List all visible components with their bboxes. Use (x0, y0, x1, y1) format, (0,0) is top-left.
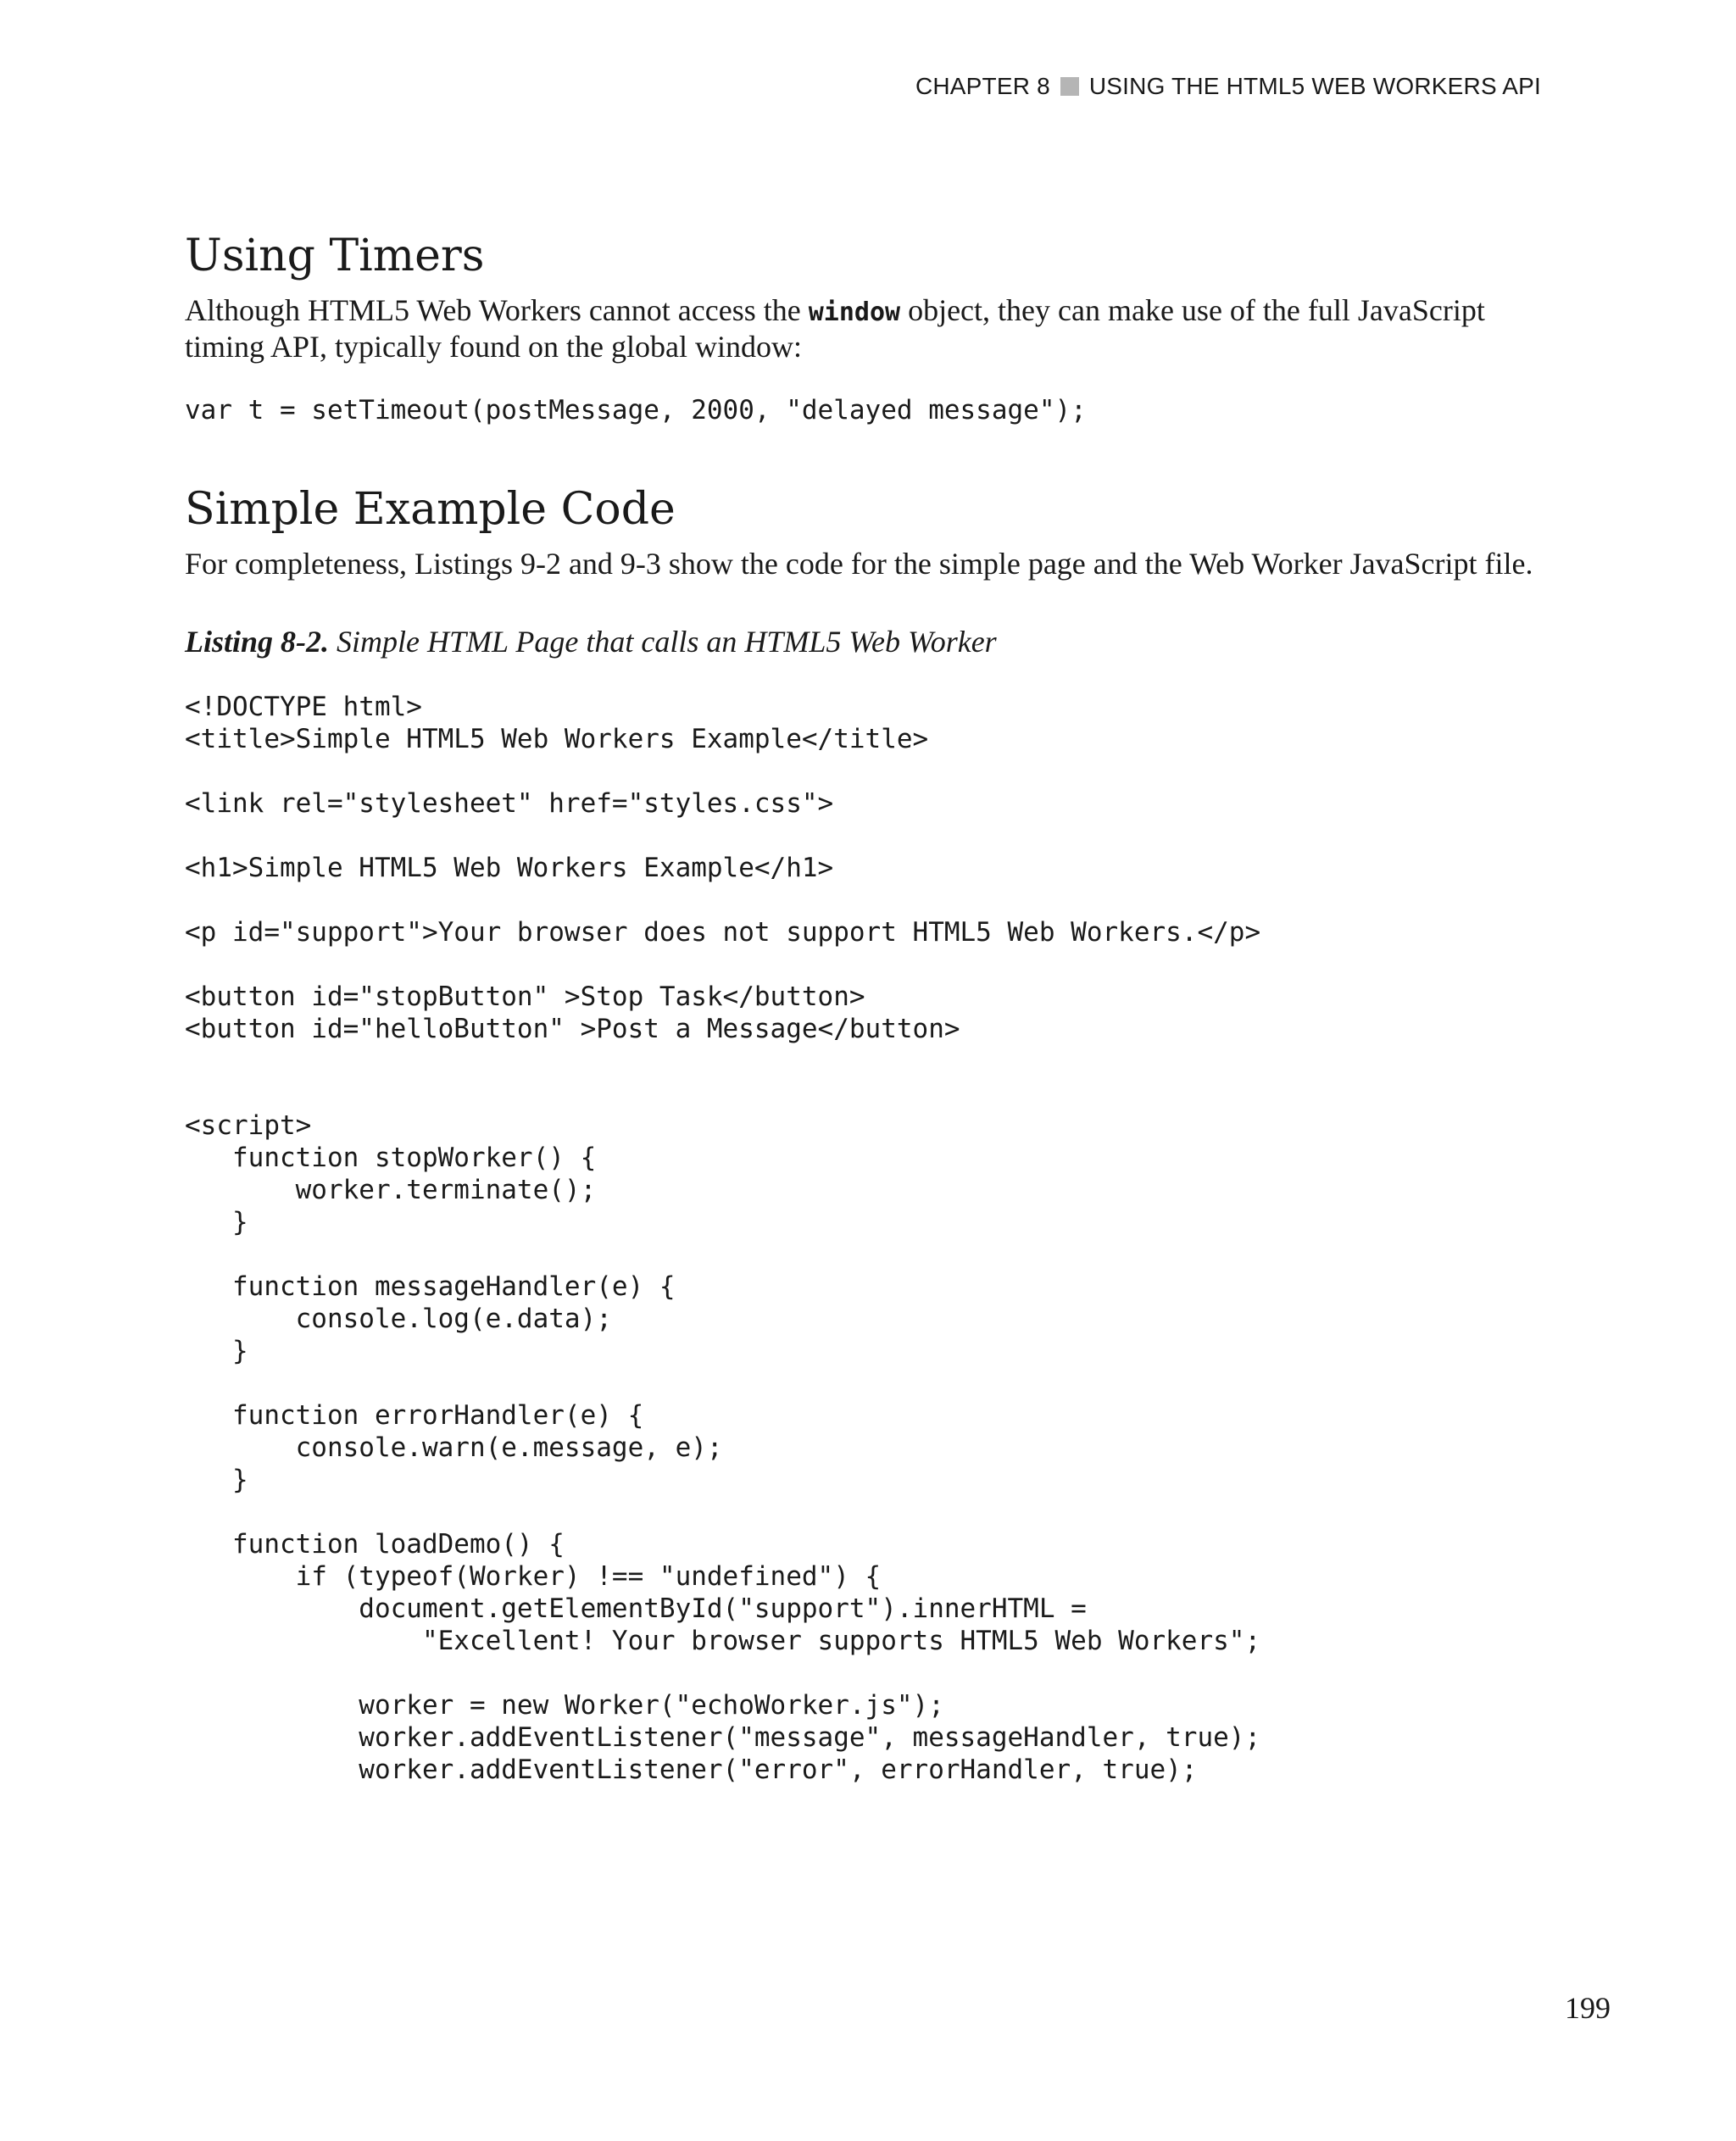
section-heading-using-timers: Using Timers (185, 231, 485, 281)
timers-paragraph-text-2: object, they can make use of the full JavaScript timing API, typically found on the global window: (185, 293, 1485, 364)
running-header (915, 73, 1541, 100)
listing-label: Listing 8-2. (185, 625, 330, 659)
inline-code-window: window (808, 298, 901, 327)
listing-code-block: <!DOCTYPE html> <title>Simple HTML5 Web Workers Example</title> <link rel="stylesheet" href="styles.css"> <h1>Simple HTML5 Web Workers Example</h1> <p id="support">Your browser does not support HTML5 Web Workers.</p> <button id="stopButton" >Stop Task</button> <button id="helloButton" >Post a Message</button> <script> function stopWorker() { worker.terminate(); } function messageHandler(e) { console.log(e.data); } function errorHandler(e) { console.warn(e.message, e); } function loadDemo() { if (typeof(Worker) !== "undefined") { document.getElementById("support").innerHTML = "Excellent! Your browser supports HTML5 Web Workers"; worker = new Worker("echoWorker.js"); worker.addEventListener("message", messageHandler, true); worker.addEventListener("error", errorHandler, true); (185, 692, 1261, 1785)
timers-code-block: var t = setTimeout(postMessage, 2000, "delayed message"); (185, 395, 1087, 425)
square-separator-icon (1060, 77, 1079, 96)
section-heading-simple-example-code: Simple Example Code (185, 484, 676, 535)
page-number: 199 (1565, 1991, 1611, 2025)
example-paragraph: For completeness, Listings 9-2 and 9-3 show the code for the simple page and the Web Worker JavaScript file. (185, 547, 1533, 581)
timers-paragraph (185, 293, 1551, 364)
chapter-label: CHAPTER 8 (915, 73, 1050, 99)
listing-caption (185, 625, 1551, 659)
chapter-title: USING THE HTML5 WEB WORKERS API (1088, 73, 1541, 99)
listing-caption-text: Simple HTML Page that calls an HTML5 Web Worker (329, 625, 997, 659)
timers-paragraph-text-1: Although HTML5 Web Workers cannot access the (185, 293, 809, 327)
page-content (185, 229, 1551, 1786)
